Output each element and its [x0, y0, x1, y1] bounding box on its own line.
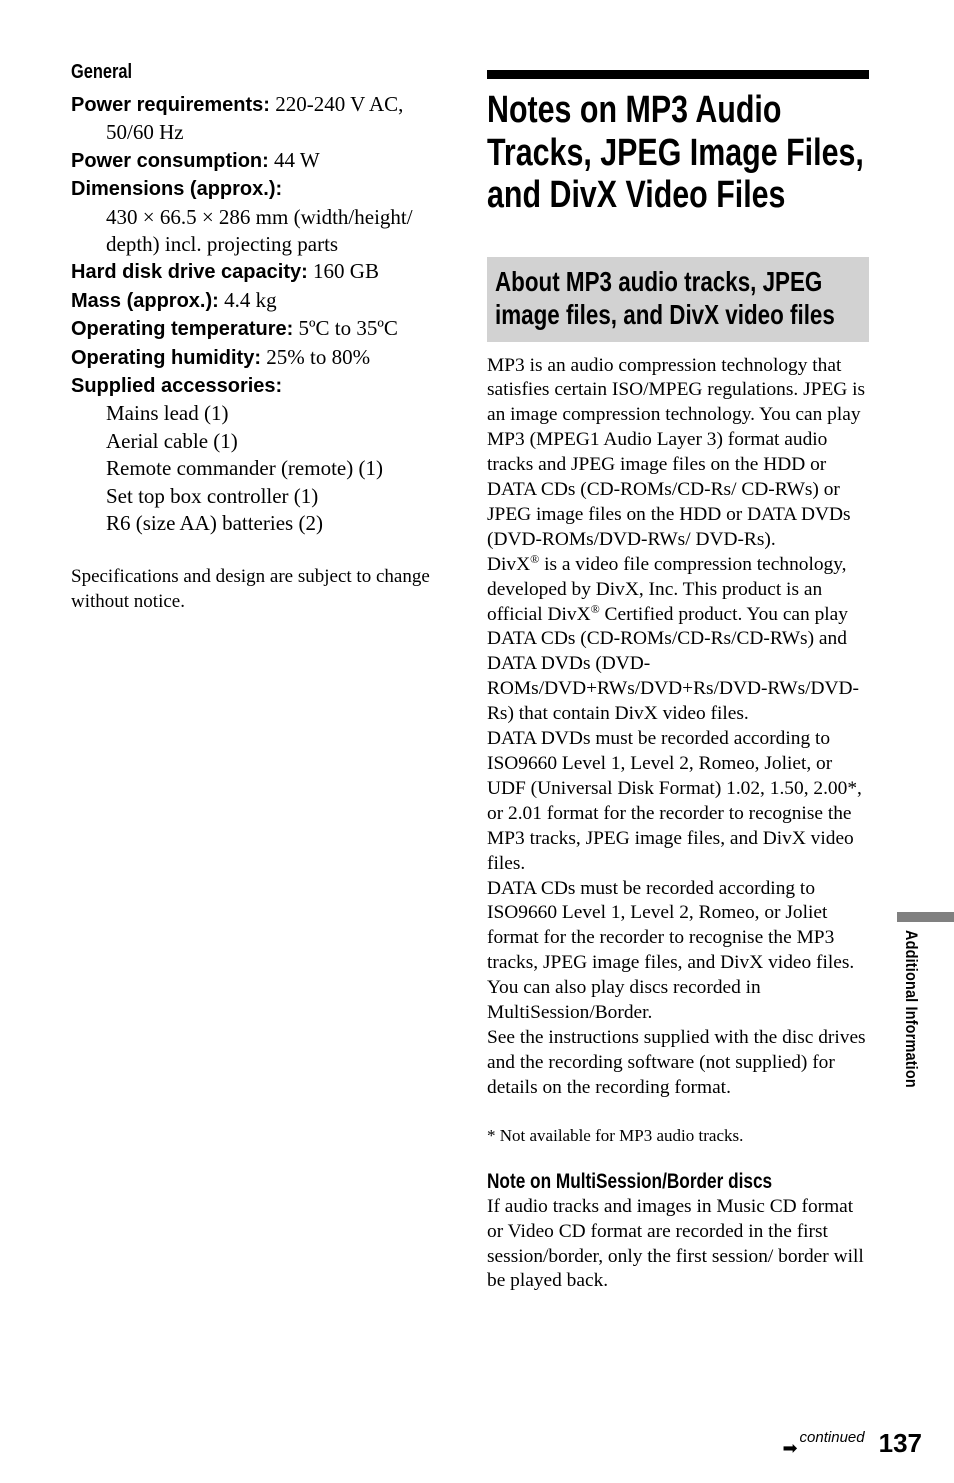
- chapter-tab-marker: [897, 912, 954, 922]
- spec-power-consumption: [71, 147, 451, 175]
- spec-label: Dimensions (approx.):: [71, 178, 283, 201]
- spec-label: Mass (approx.):: [71, 289, 219, 312]
- notes-column: [487, 70, 869, 1294]
- chapter-tab: [897, 930, 927, 1120]
- note-text: If audio tracks and images in Music CD format or Video CD format are recorded in the first session/border, only the first session/ border will be played back.: [487, 1195, 864, 1292]
- spec-hdd-capacity: [71, 258, 451, 286]
- continued-label: continued: [799, 1429, 865, 1446]
- body-paragraphs: [487, 354, 869, 1101]
- divx-word: DivX: [487, 553, 531, 575]
- spec-value: 44 W: [274, 147, 320, 172]
- spec-value-continued: depth) incl. projecting parts: [106, 232, 339, 257]
- spec-value: 5ºC to 35ºC: [298, 316, 398, 341]
- spec-value-continued: 50/60 Hz: [106, 120, 184, 145]
- spec-operating-temperature: [71, 315, 451, 343]
- spec-label: Power requirements:: [71, 94, 270, 116]
- specifications-notice: Specifications and design are subject to change without notice.: [71, 565, 430, 612]
- spec-value: 220-240 V AC,: [275, 92, 404, 116]
- section-heading-general: General: [71, 61, 133, 83]
- specifications-column: [71, 60, 451, 614]
- paragraph-data-dvds: DATA DVDs must be recorded according to ISO9660 Level 1, Level 2, Romeo, Joliet, or UDF (Universal Disk Format) 1.02, 1.50, 2.00*, or 2.01 format for the recorder to recognise the MP3 tracks, JPEG image files, and DivX video files.: [487, 728, 862, 874]
- spec-value: 25% to 80%: [266, 344, 371, 369]
- spec-label: Operating humidity:: [71, 346, 261, 369]
- spec-power-requirements: [71, 91, 451, 147]
- note-heading: Note on MultiSession/Border discs: [487, 1169, 773, 1193]
- spec-operating-humidity: [71, 344, 451, 372]
- footnote: * Not available for MP3 audio tracks.: [487, 1125, 744, 1145]
- spec-mass: [71, 287, 451, 315]
- spec-label: Power consumption:: [71, 149, 269, 172]
- list-item: Aerial cable (1): [106, 428, 238, 453]
- spec-value: 4.4 kg: [224, 287, 277, 312]
- page-footer: [782, 1424, 922, 1458]
- title-rule: [487, 70, 869, 79]
- paragraph-data-cds: DATA CDs must be recorded according to ISO9660 Level 1, Level 2, Romeo, or Joliet format for the recorder to recognise the MP3 tracks, JPEG image files, and DivX video files.: [487, 877, 855, 974]
- page-number: 137: [878, 1428, 922, 1458]
- registered-mark: ®: [590, 601, 600, 616]
- page-title: Notes on MP3 Audio Tracks, JPEG Image Files, and DivX Video Files: [487, 89, 864, 216]
- paragraph-divx-part-a: is a video file compression technology, developed by DivX, Inc. This product is an official DivX: [487, 553, 847, 625]
- paragraph-mp3-jpeg: MP3 is an audio compression technology that satisfies certain ISO/MPEG regulations. JPEG is an image compression technology. You can play MP3 (MPEG1 Audio Layer 3) format audio tracks and JPEG image files on the HDD or DATA CDs (CD-ROMs/CD-Rs/ CD-RWs) or JPEG image files on the HDD or DATA DVDs (DVD-ROMs/DVD-RWs/ DVD-Rs).: [487, 354, 866, 550]
- paragraph-divx: [487, 553, 869, 727]
- subsection-title: About MP3 audio tracks, JPEG image files, and DivX video files: [495, 265, 835, 330]
- spec-value: 430 × 66.5 × 286 mm (width/height/: [106, 204, 413, 229]
- spec-label: Hard disk drive capacity:: [71, 261, 308, 284]
- spec-label: Operating temperature:: [71, 318, 294, 341]
- paragraph-multisession: You can also play discs recorded in MultiSession/Border.: [487, 977, 761, 1024]
- paragraph-divx-part-b: Certified product. You can play DATA CDs (CD-ROMs/CD-Rs/CD-RWs) and DATA DVDs (DVD-ROMs/DVD+RWs/DVD+Rs/DVD-RWs/DVD-Rs) that contain DivX video files.: [487, 603, 859, 725]
- list-item: Set top box controller (1): [106, 483, 319, 508]
- accessories-list: [71, 400, 451, 537]
- spec-label: Supplied accessories:: [71, 375, 283, 398]
- spec-value: 160 GB: [313, 259, 379, 284]
- arrow-right-icon: ➡: [782, 1438, 798, 1459]
- spec-dimensions: [71, 175, 451, 258]
- registered-mark: ®: [530, 551, 540, 566]
- spec-supplied-accessories: [71, 372, 451, 400]
- subsection-heading-box: [487, 257, 869, 342]
- list-item: R6 (size AA) batteries (2): [106, 511, 323, 536]
- list-item: Remote commander (remote) (1): [106, 456, 383, 481]
- paragraph-instructions: See the instructions supplied with the disc drives and the recording software (not supplied) for details on the recording format.: [487, 1026, 866, 1098]
- chapter-tab-label: Additional Information: [902, 930, 921, 1088]
- list-item: Mains lead (1): [106, 401, 229, 426]
